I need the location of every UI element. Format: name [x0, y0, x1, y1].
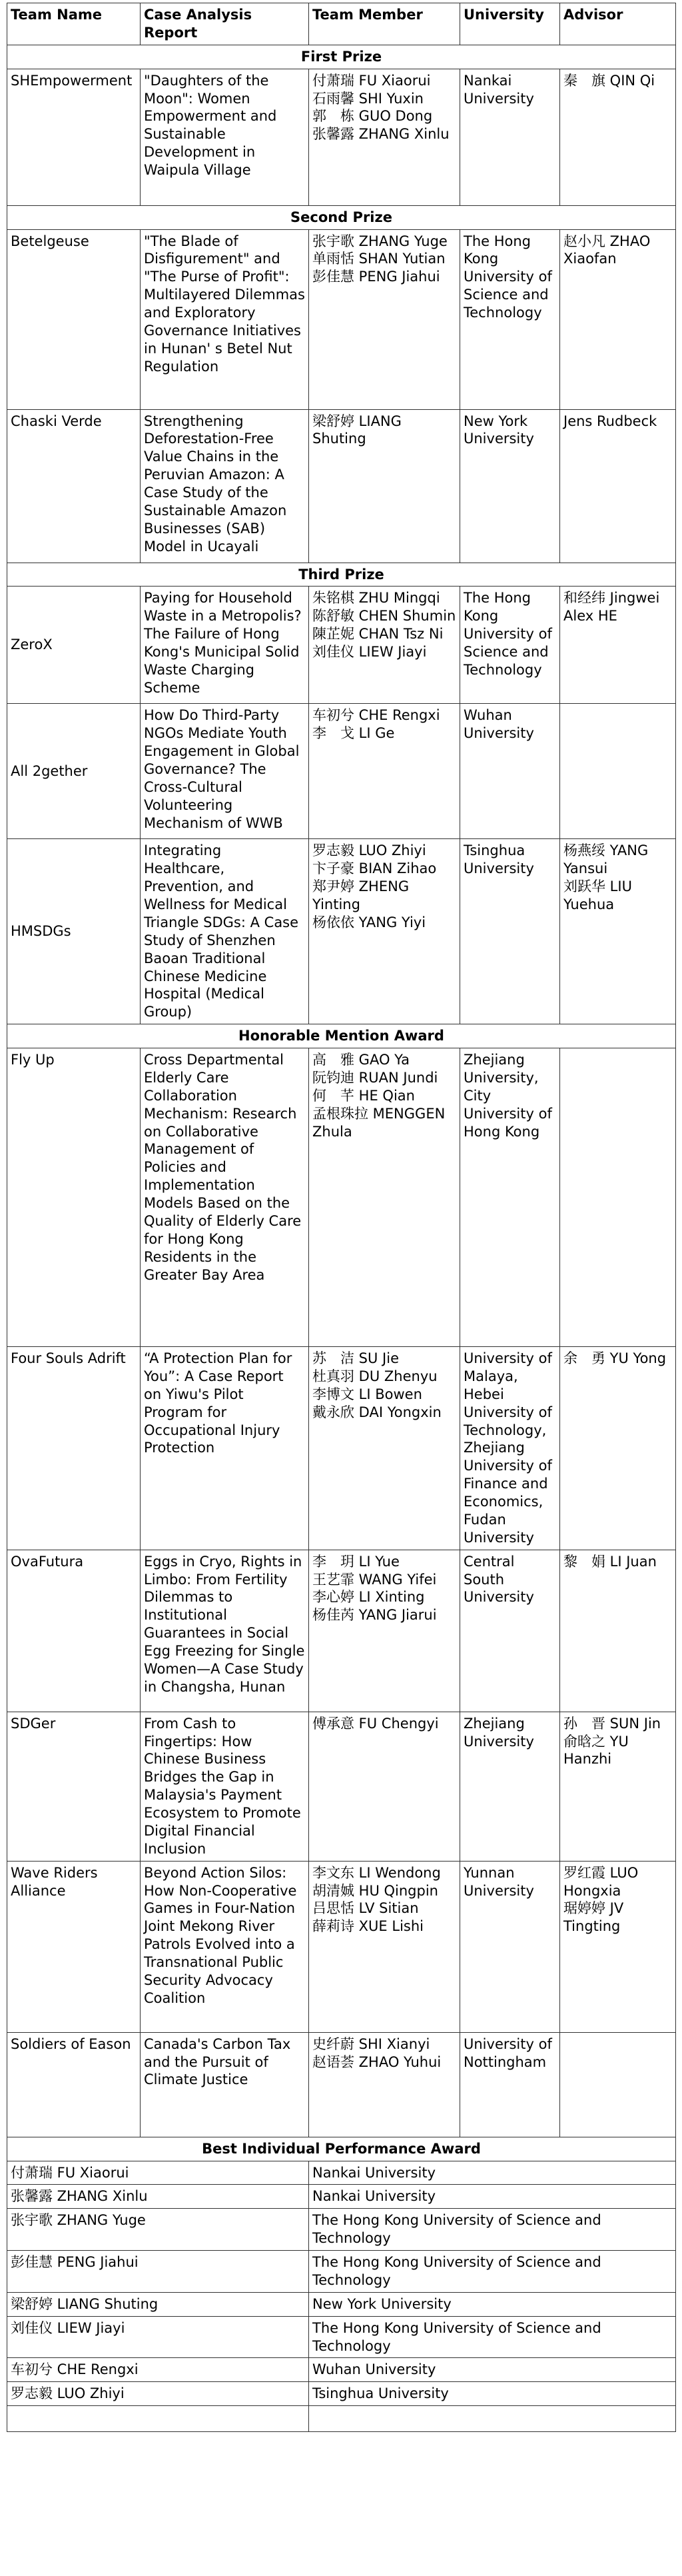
team-member: 杨佳芮 YANG Jiarui	[312, 1607, 437, 1624]
table-row	[7, 229, 676, 409]
team-members-cell	[309, 704, 460, 839]
university-cell: University of Nottingham	[460, 2032, 560, 2137]
team-members-cell	[309, 2032, 460, 2137]
awardee-university: The Hong Kong University of Science and Technology	[309, 2251, 676, 2293]
empty-cell	[7, 2406, 309, 2432]
awardee-name: 张馨露 ZHANG Xinlu	[7, 2185, 309, 2209]
header-case-analysis-report: Case Analysis Report	[141, 3, 309, 45]
awardee-name: 刘佳仪 LIEW Jiayi	[7, 2316, 309, 2358]
team-member: 赵语荟 ZHAO Yuhui	[312, 2053, 442, 2070]
header-team-member: Team Member	[309, 3, 460, 45]
advisor-name: 罗红霞 LUO Hongxia	[563, 1864, 639, 1899]
team-member: 陳芷妮 CHAN Tsz Ni	[312, 626, 444, 643]
team-name-cell: Betelgeuse	[7, 229, 141, 409]
team-name-cell: Fly Up	[7, 1048, 141, 1347]
awardee-name: 梁舒婷 LIANG Shuting	[7, 2292, 309, 2316]
university-cell: The Hong Kong University of Science and Technology	[460, 587, 560, 704]
best-individual-row	[7, 2251, 676, 2293]
advisor-cell	[560, 839, 676, 1024]
advisor-name: 孙 晋 SUN Jin	[563, 1715, 661, 1732]
report-title-cell: Beyond Action Silos: How Non-Cooperative Games in Four-Nation Joint Mekong River Patrols Evolved into a Transnational Public Security Advocacy Coalition	[141, 1861, 309, 2032]
awards-table-body	[7, 45, 676, 2431]
report-title-cell: "The Blade of Disfigurement" and "The Purse of Profit": Multilayered Dilemmas and Exploratory Governance Initiatives in Hunan' s Betel Nut Regulation	[141, 229, 309, 409]
team-member: 朱铭棋 ZHU Mingqi	[312, 590, 440, 607]
team-member: 单雨恬 SHAN Yutian	[312, 251, 446, 267]
team-member: 李 戈 LI Ge	[312, 725, 395, 742]
best-individual-row	[7, 2358, 676, 2382]
team-name-cell: Soldiers of Eason	[7, 2032, 141, 2137]
table-row	[7, 409, 676, 563]
team-member: 张馨露 ZHANG Xinlu	[312, 126, 450, 143]
team-name-cell: All 2gether	[7, 704, 141, 839]
team-member: 何 芊 HE Qian	[312, 1087, 415, 1104]
empty-row	[7, 2406, 676, 2432]
best-individual-row	[7, 2316, 676, 2358]
section-header-row	[7, 2137, 676, 2161]
advisor-name: 琚婷婷 JV Tingting	[563, 1900, 624, 1935]
team-member: 李心婷 LI Xinting	[312, 1589, 425, 1606]
advisor-name: 黎 娟 LI Juan	[563, 1553, 657, 1570]
header-advisor: Advisor	[560, 3, 676, 45]
team-member: 史纤蔚 SHI Xianyi	[312, 2035, 430, 2052]
team-member: 张宇歌 ZHANG Yuge	[312, 233, 448, 249]
team-member: 卞子豪 BIAN Zihao	[312, 860, 437, 877]
team-member: 车初兮 CHE Rengxi	[312, 707, 440, 724]
section-header-row	[7, 45, 676, 69]
university-cell: University of Malaya, Hebei University of Technology, Zhejiang University of Finance and Economics, Fudan University	[460, 1347, 560, 1550]
report-title-cell: Canada's Carbon Tax and the Pursuit of Climate Justice	[141, 2032, 309, 2137]
team-name-cell: HMSDGs	[7, 839, 141, 1024]
table-row	[7, 1550, 676, 1712]
report-title-cell: Paying for Household Waste in a Metropolis? The Failure of Hong Kong's Municipal Solid Waste Charging Scheme	[141, 587, 309, 704]
team-name-cell: Four Souls Adrift	[7, 1347, 141, 1550]
team-members-cell	[309, 1861, 460, 2032]
team-member: 孟根珠拉 MENGGEN Zhula	[312, 1105, 446, 1140]
table-row	[7, 2032, 676, 2137]
advisor-cell	[560, 69, 676, 205]
advisor-cell	[560, 1712, 676, 1861]
team-member: 刘佳仪 LIEW Jiayi	[312, 644, 427, 660]
team-member: 吕思恬 LV Sitian	[312, 1900, 419, 1917]
awardee-university: Nankai University	[309, 2161, 676, 2185]
table-row	[7, 1861, 676, 2032]
advisor-cell	[560, 1048, 676, 1347]
team-member: 郭 栋 GUO Dong	[312, 108, 433, 125]
advisor-name: 俞晗之 YU Hanzhi	[563, 1733, 629, 1768]
report-title-cell: Strengthening Deforestation-Free Value Chains in the Peruvian Amazon: A Case Study of the Sustainable Amazon Businesses (SAB) Model in Ucayali	[141, 409, 309, 563]
team-member: 胡清娍 HU Qingpin	[312, 1882, 438, 1899]
university-cell: Zhejiang University	[460, 1712, 560, 1861]
table-row	[7, 587, 676, 704]
awardee-university: Nankai University	[309, 2185, 676, 2209]
section-title: Second Prize	[7, 205, 676, 229]
section-header-row	[7, 1024, 676, 1048]
advisor-cell	[560, 1550, 676, 1712]
awards-table	[7, 3, 676, 2432]
advisor-name: 刘跃华 LIU Yuehua	[563, 878, 632, 912]
table-row	[7, 1048, 676, 1347]
team-member: 薛莉诗 XUE Lishi	[312, 1918, 424, 1935]
team-member: 杜真羽 DU Zhenyu	[312, 1368, 438, 1384]
awardee-name: 付萧瑞 FU Xiaorui	[7, 2161, 309, 2185]
awardee-university: New York University	[309, 2292, 676, 2316]
table-header-row	[7, 3, 676, 45]
university-cell: The Hong Kong University of Science and Technology	[460, 229, 560, 409]
table-row	[7, 839, 676, 1024]
advisor-cell	[560, 1861, 676, 2032]
advisor-cell	[560, 704, 676, 839]
advisor-name: 赵小凡 ZHAO Xiaofan	[563, 233, 651, 267]
team-members-cell	[309, 1550, 460, 1712]
best-individual-row	[7, 2161, 676, 2185]
advisor-cell	[560, 409, 676, 563]
team-member: 王艺霏 WANG Yifei	[312, 1571, 437, 1588]
table-row	[7, 1712, 676, 1861]
team-member: 彭佳慧 PENG Jiahui	[312, 269, 440, 285]
team-members-cell	[309, 1712, 460, 1861]
section-title: Honorable Mention Award	[7, 1024, 676, 1048]
university-cell: Wuhan University	[460, 704, 560, 839]
team-member: 郑尹婷 ZHENG Yinting	[312, 878, 410, 912]
advisor-name: 秦 旗 QIN Qi	[563, 72, 655, 89]
team-members-cell	[309, 839, 460, 1024]
team-members-cell	[309, 1048, 460, 1347]
table-row	[7, 69, 676, 205]
awardee-university: Tsinghua University	[309, 2382, 676, 2406]
awardee-university: The Hong Kong University of Science and Technology	[309, 2316, 676, 2358]
best-individual-row	[7, 2185, 676, 2209]
header-university: University	[460, 3, 560, 45]
university-cell: Central South University	[460, 1550, 560, 1712]
university-cell: Tsinghua University	[460, 839, 560, 1024]
header-team-name: Team Name	[7, 3, 141, 45]
advisor-name: 和经纬 Jingwei Alex HE	[563, 590, 660, 625]
awardee-name: 彭佳慧 PENG Jiahui	[7, 2251, 309, 2293]
report-title-cell: Eggs in Cryo, Rights in Limbo: From Fertility Dilemmas to Institutional Guarantees in Social Egg Freezing for Single Women—A Case Study in Changsha, Hunan	[141, 1550, 309, 1712]
section-title: Third Prize	[7, 563, 676, 587]
university-cell: Zhejiang University, City University of Hong Kong	[460, 1048, 560, 1347]
team-member: 李文东 LI Wendong	[312, 1864, 441, 1881]
advisor-cell	[560, 587, 676, 704]
team-member: 李博文 LI Bowen	[312, 1386, 422, 1402]
team-member: 李 玥 LI Yue	[312, 1553, 400, 1570]
team-member: 戴永欣 DAI Yongxin	[312, 1404, 442, 1420]
team-members-cell	[309, 1347, 460, 1550]
awards-table-container	[7, 3, 675, 2432]
section-header-row	[7, 205, 676, 229]
team-members-cell	[309, 587, 460, 704]
team-name-cell: Chaski Verde	[7, 409, 141, 563]
advisor-cell	[560, 229, 676, 409]
section-title: First Prize	[7, 45, 676, 69]
team-members-cell	[309, 229, 460, 409]
team-member: 杨依依 YANG Yiyi	[312, 914, 426, 930]
best-individual-row	[7, 2382, 676, 2406]
team-members-cell	[309, 69, 460, 205]
university-cell: New York University	[460, 409, 560, 563]
awardee-name: 罗志毅 LUO Zhiyi	[7, 2382, 309, 2406]
report-title-cell: Integrating Healthcare, Prevention, and Wellness for Medical Triangle SDGs: A Case Study of Shenzhen Baoan Traditional Chinese Medicine Hospital (Medical Group)	[141, 839, 309, 1024]
table-row	[7, 704, 676, 839]
team-name-cell: SDGer	[7, 1712, 141, 1861]
section-title: Best Individual Performance Award	[7, 2137, 676, 2161]
team-member: 罗志毅 LUO Zhiyi	[312, 842, 426, 859]
table-row	[7, 1347, 676, 1550]
advisor-cell	[560, 2032, 676, 2137]
team-member: 阮钧迪 RUAN Jundi	[312, 1069, 438, 1086]
team-member: 傅承意 FU Chengyi	[312, 1715, 439, 1732]
advisor-name: 杨燕绥 YANG Yansui	[563, 842, 649, 877]
university-cell: Yunnan University	[460, 1861, 560, 2032]
best-individual-row	[7, 2209, 676, 2251]
awardee-name: 车初兮 CHE Rengxi	[7, 2358, 309, 2382]
team-name-cell: Wave Riders Alliance	[7, 1861, 141, 2032]
advisor-name: Jens Rudbeck	[563, 413, 657, 429]
awardee-university: The Hong Kong University of Science and Technology	[309, 2209, 676, 2251]
report-title-cell: Cross Departmental Elderly Care Collaboration Mechanism: Research on Collaborative Management of Policies and Implementation Models Based on the Quality of Elderly Care for Hong Kong Residents in the Greater Bay Area	[141, 1048, 309, 1347]
team-member: 苏 洁 SU Jie	[312, 1350, 399, 1366]
team-member: 高 雅 GAO Ya	[312, 1052, 410, 1068]
team-member: 付萧瑞 FU Xiaorui	[312, 72, 431, 89]
awardee-university: Wuhan University	[309, 2358, 676, 2382]
report-title-cell: “A Protection Plan for You”: A Case Report on Yiwu's Pilot Program for Occupational Injury Protection	[141, 1347, 309, 1550]
team-name-cell: ZeroX	[7, 587, 141, 704]
team-member: 陈舒敏 CHEN Shumin	[312, 608, 456, 625]
university-cell: Nankai University	[460, 69, 560, 205]
advisor-name: 余 勇 YU Yong	[563, 1350, 667, 1366]
advisor-cell	[560, 1347, 676, 1550]
team-member: 梁舒婷 LIANG Shuting	[312, 413, 402, 447]
report-title-cell: How Do Third-Party NGOs Mediate Youth Engagement in Global Governance? The Cross-Cultural Volunteering Mechanism of WWB	[141, 704, 309, 839]
team-member: 石雨馨 SHI Yuxin	[312, 90, 424, 107]
section-header-row	[7, 563, 676, 587]
team-name-cell: SHEmpowerment	[7, 69, 141, 205]
empty-cell	[309, 2406, 676, 2432]
report-title-cell: "Daughters of the Moon": Women Empowerment and Sustainable Development in Waipula Village	[141, 69, 309, 205]
team-name-cell: OvaFutura	[7, 1550, 141, 1712]
report-title-cell: From Cash to Fingertips: How Chinese Business Bridges the Gap in Malaysia's Payment Ecosystem to Promote Digital Financial Inclusion	[141, 1712, 309, 1861]
awardee-name: 张宇歌 ZHANG Yuge	[7, 2209, 309, 2251]
best-individual-row	[7, 2292, 676, 2316]
team-members-cell	[309, 409, 460, 563]
